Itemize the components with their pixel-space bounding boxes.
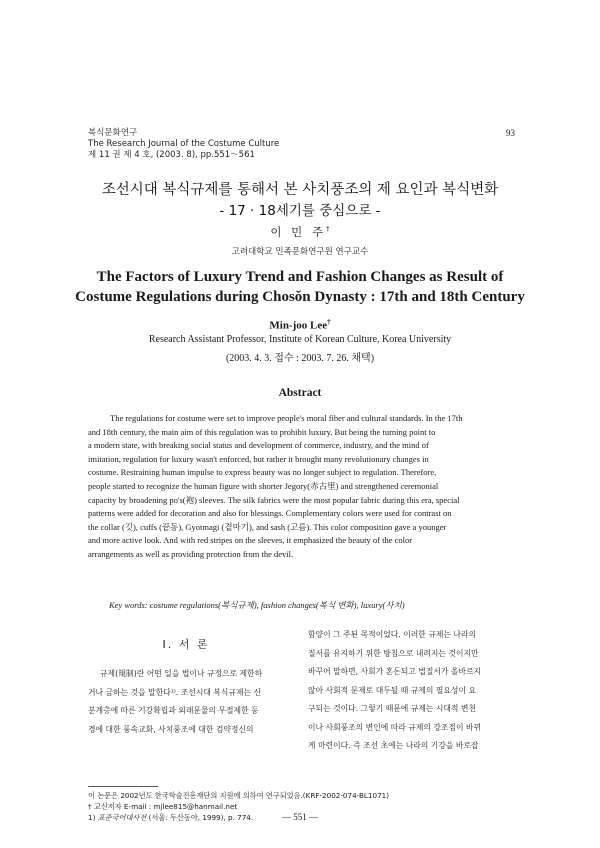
body-line: 이나 사회풍조의 변인에 따라 규제의 강조점이 바뀌 (308, 722, 482, 732)
body-column-left (88, 665, 284, 739)
body-line: 않아 사회적 문제로 대두될 때 규제의 필요성이 요 (308, 685, 476, 695)
body-line: 분계층에 따른 기강확립과 외래문물의 무절제한 동 (88, 706, 259, 715)
affiliation-korean: 고려대학교 민족문화연구원 연구교수 (231, 247, 369, 257)
subtitle-korean: - 17 · 18세기를 중심으로 - (219, 203, 381, 219)
abstract-line: and 18th century, the main aim of this regulation was to prohibit luxury. But being the turning point to (88, 426, 436, 437)
abstract-line: patterns were added for decoration and also for blessings. Complementary colors were used for contrast on (88, 508, 452, 519)
title-english-line-1: The Factors of Luxury Trend and Fashion Changes as Result of (96, 269, 504, 285)
footnote-funding: 이 논문은 2002년도 한국학술진흥재단의 지원에 의하여 연구되었음.(KRF-2002-074-BL1071) (88, 791, 390, 800)
page-number-top: 93 (506, 128, 515, 138)
title-english-line-2: Costume Regulations during Chosŏn Dynasty : 17th and 18th Century (75, 289, 525, 305)
abstract-line: The regulations for costume were set to improve people's moral fiber and cultural standards. In the 17th (110, 413, 463, 423)
body-column-right (308, 626, 514, 756)
abstract-line: capacity by broadening po's(袍) sleeves. The silk fabrics were the most popular fabric during this era, special (88, 494, 460, 505)
abstract-line: and more active look. And with red stripes on the sleeves, it emphasized the beauty of the color (88, 535, 413, 546)
author-english-name: Min-joo Lee (269, 319, 328, 332)
body-line: 바꾸어 말하면, 사회가 혼돈되고 법질서가 올바르지 (308, 667, 482, 676)
journal-name-english: The Research Journal of the Costume Culture (88, 139, 280, 149)
body-line: 함양이 그 주된 목적이었다. 이러한 규제는 나라의 (308, 630, 476, 639)
journal-volume: 제 11 권 제 4 호, (2003. 8), pp.551～561 (88, 150, 255, 160)
corresponding-author-mark: † (327, 318, 331, 326)
abstract-line: the collar (깃), cuffs (끝동), Gyotmagi (곁마기), and sash (고름). This color composition gave a younger (88, 521, 447, 532)
body-line: 게 마련이다. 즉 조선 초에는 나라의 기강을 바로잡 (308, 741, 479, 750)
footnote-source-details: (서울: 두산동아, 1999), p. 774. (148, 813, 254, 822)
abstract-body (88, 412, 514, 562)
author-korean-name: 이 민 주 (270, 225, 327, 239)
abstract-line: arrangements as well as providing protection from the devil. (88, 548, 294, 559)
abstract-heading: Abstract (278, 387, 322, 399)
page-number-bottom: — 551 — (282, 812, 318, 822)
journal-name-korean: 복식문화연구 (88, 128, 138, 138)
received-accepted-dates: (2003. 4. 3. 접수 : 2003. 7. 26. 채택) (225, 353, 375, 364)
author-korean (0, 224, 600, 240)
body-line: 거나 금하는 것을 말한다¹⁾. 조선시대 복식규제는 신 (88, 687, 262, 697)
abstract-line: a modern state, with breaking social status and development of commerce, industry, and the mind of (88, 440, 429, 451)
keywords: Key words: costume regulations(복식규제), fashion changes(복식 변화), luxury(사치) (109, 600, 405, 610)
corresponding-author-mark: † (326, 225, 330, 234)
author-english (0, 318, 600, 332)
footnote-divider (88, 786, 158, 787)
abstract-line: costume. Restraining human impulse to express beauty was no longer subject to regulation. Therefore, (88, 467, 437, 478)
body-line: 질서를 유지하기 위한 방침으로 내려지는 것이지만 (308, 648, 479, 658)
footnote-correspondence: † 교신저자 E-mail : mjlee815@hanmail.net (88, 802, 238, 811)
abstract-line: people started to recognize the human figure with shorter Jegory(赤古里) and strengthened ceremonial (88, 480, 439, 491)
affiliation-english: Research Assistant Professor, Institute of Korean Culture, Korea University (148, 334, 452, 345)
title-korean: 조선시대 복식규제를 통해서 본 사치풍조의 제 요인과 복식변화 (101, 182, 499, 198)
section-heading-introduction: I. 서 론 (162, 638, 210, 651)
footnote-source-title: 표준국어대사전 (97, 813, 147, 822)
abstract-line: imitation, regulation for luxury wasn't enforced, but rather it brought many revolutionary changes in (88, 453, 429, 464)
body-line: 구되는 것이다. 그렇기 때문에 규제는 시대적 변천 (308, 704, 476, 713)
body-line: 경에 대한 풍속교화, 사치풍조에 대한 검약정신의 (88, 724, 254, 734)
journal-header (88, 128, 279, 161)
footnote-number: 1) (88, 813, 96, 822)
body-line: 규제(規制)란 어떤 일을 법이나 규정으로 제한하 (100, 669, 263, 678)
